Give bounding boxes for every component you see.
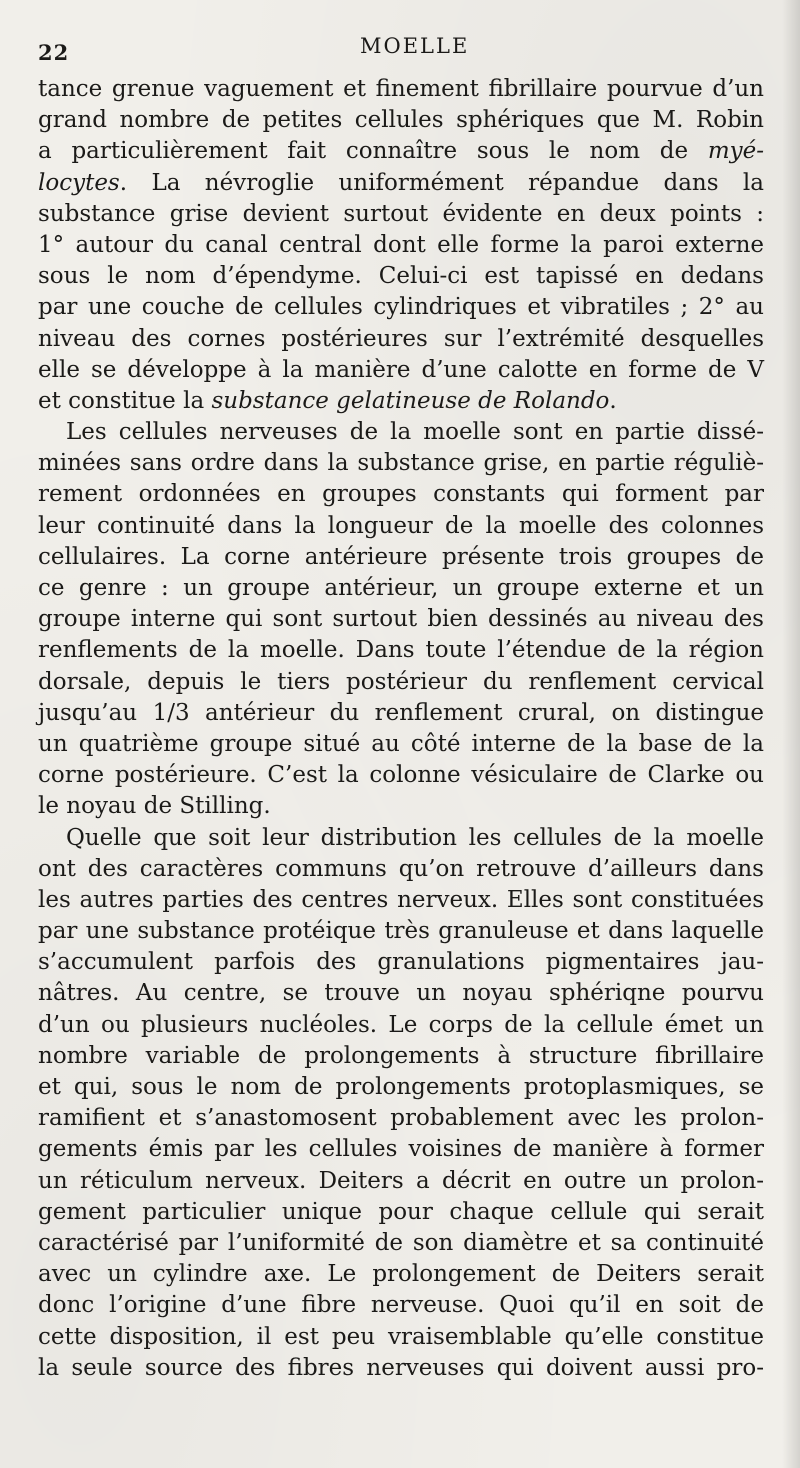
text-line: nombre variable de prolongements à structure fibrillaire xyxy=(38,1042,764,1069)
text-line: d’un ou plusieurs nucléoles. Le corps de la cellule émet un xyxy=(38,1011,764,1038)
page-number: 22 xyxy=(38,40,70,65)
body-text xyxy=(38,74,764,1384)
text-line: gement particulier unique pour chaque cellule qui serait xyxy=(38,1198,764,1225)
text-line: grand nombre de petites cellules sphériques que M. Robin xyxy=(38,107,764,134)
text-line: minées sans ordre dans la substance grise, en partie réguliè- xyxy=(38,450,764,477)
text-line: caractérisé par l’uniformité de son diamètre et sa continuité xyxy=(38,1229,764,1256)
text-line: avec un cylindre axe. Le prolongement de Deiters serait xyxy=(38,1261,764,1288)
text-line: nâtres. Au centre, se trouve un noyau sphériqne pourvu xyxy=(38,980,764,1007)
text-line: s’accumulent parfois des granulations pigmentaires jau- xyxy=(38,949,764,976)
text-line: dorsale, depuis le tiers postérieur du renflement cervical xyxy=(38,668,764,695)
text-line: groupe interne qui sont surtout bien dessinés au niveau des xyxy=(38,606,764,633)
paragraph-1 xyxy=(38,74,764,417)
text-line: locytes. La névroglie uniformément répandue dans la xyxy=(38,169,764,196)
text-line: jusqu’au 1/3 antérieur du renflement crural, on distingue xyxy=(38,699,764,726)
text-line: sous le nom d’épendyme. Celui-ci est tapissé en dedans xyxy=(38,263,764,290)
text-line: et qui, sous le nom de prolongements protoplasmiques, se xyxy=(38,1074,764,1100)
text-line: par une substance protéique très granuleuse et dans laquelle xyxy=(38,918,764,945)
text-line: rement ordonnées en groupes constants qui forment par xyxy=(38,481,764,508)
paragraph-3 xyxy=(38,823,764,1384)
text-line: un quatrième groupe situé au côté interne de la base de la xyxy=(38,730,764,757)
page-edge-shadow xyxy=(782,0,800,1468)
text-line: corne postérieure. C’est la colonne vésiculaire de Clarke ou xyxy=(38,762,764,789)
text-line: le noyau de Stilling. xyxy=(38,793,271,820)
text-line: la seule source des fibres nerveuses qui doivent aussi pro- xyxy=(38,1354,764,1381)
text-line: un réticulum nerveux. Deiters a décrit en outre un prolon- xyxy=(38,1167,764,1194)
text-line: leur continuité dans la longueur de la moelle des colonnes xyxy=(38,512,764,539)
text-line: gements émis par les cellules voisines de manière à former xyxy=(38,1136,764,1163)
text-line: cette disposition, il est peu vraisemblable qu’elle constitue xyxy=(38,1323,764,1350)
paragraph-2 xyxy=(38,417,764,822)
text-line: substance grise devient surtout évidente en deux points : xyxy=(38,200,764,227)
text-line: Les cellules nerveuses de la moelle sont en partie dissé- xyxy=(66,419,764,446)
text-line: et constitue la substance gelatineuse de Rolando. xyxy=(38,387,617,414)
page-header xyxy=(38,34,764,64)
text-line: 1° autour du canal central dont elle forme la paroi externe xyxy=(38,231,764,258)
text-line: renflements de la moelle. Dans toute l’étendue de la région xyxy=(38,637,764,664)
text-line: les autres parties des centres nerveux. Elles sont constituées xyxy=(38,886,764,913)
running-head: MOELLE xyxy=(360,34,470,58)
text-line: par une couche de cellules cylindriques et vibratiles ; 2° au xyxy=(38,294,764,321)
text-line: cellulaires. La corne antérieure présente trois groupes de xyxy=(38,543,764,570)
text-line: niveau des cornes postérieures sur l’extrémité desquelles xyxy=(38,325,764,352)
text-line: ce genre : un groupe antérieur, un groupe externe et un xyxy=(38,575,764,601)
text-line: ont des caractères communs qu’on retrouve d’ailleurs dans xyxy=(38,855,764,882)
text-line: a particulièrement fait connaître sous le nom de myé- xyxy=(38,138,764,165)
text-line: donc l’origine d’une fibre nerveuse. Quoi qu’il en soit de xyxy=(38,1292,764,1319)
text-line: Quelle que soit leur distribution les cellules de la moelle xyxy=(66,824,764,851)
text-line: ramifient et s’anastomosent probablement avec les prolon- xyxy=(38,1105,764,1132)
text-line: tance grenue vaguement et finement fibrillaire pourvue d’un xyxy=(38,76,764,102)
text-line: elle se développe à la manière d’une calotte en forme de V xyxy=(38,356,764,383)
